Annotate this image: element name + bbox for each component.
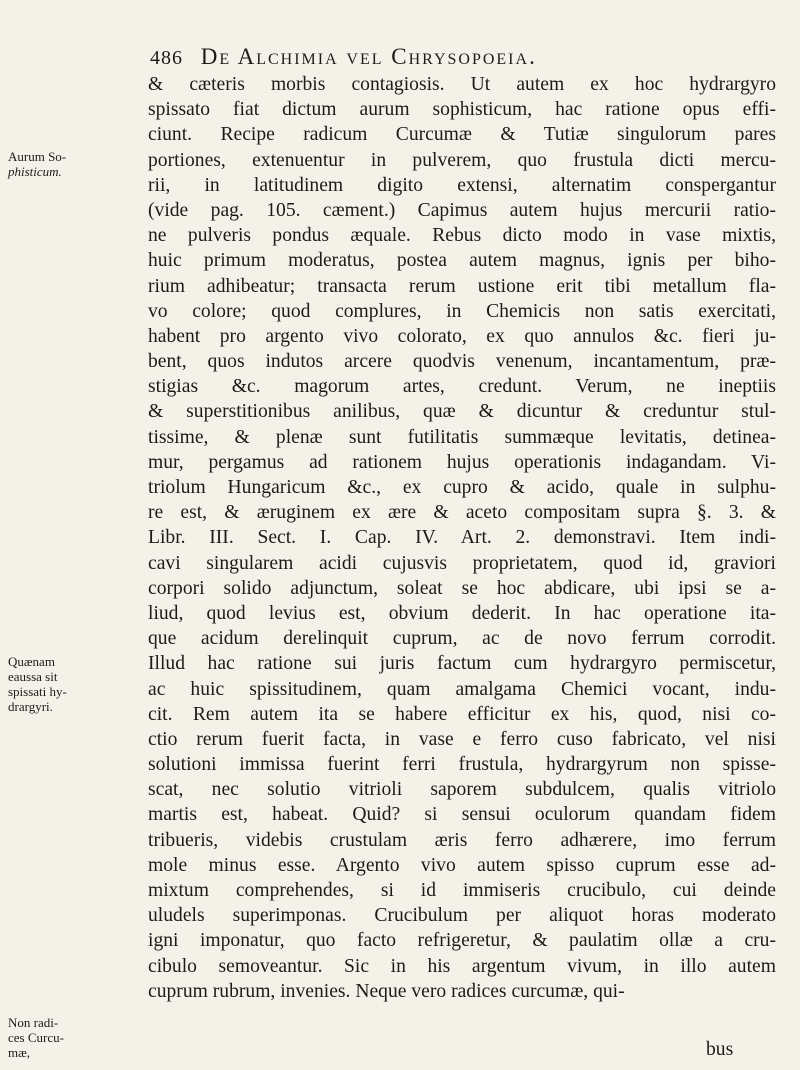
text-line: solutioni immissa fuerint ferri frustula, hydrargyrum non spisse- bbox=[148, 754, 776, 776]
text-line: igni imponatur, quo facto refrigeretur, & paulatim ollæ a cru- bbox=[148, 930, 776, 952]
text-line: ne pulveris pondus æquale. Rebus dicto modo in vase mixtis, bbox=[148, 225, 776, 247]
text-line: liud, quod levius est, obvium dederit. In hac operatione ita- bbox=[148, 602, 776, 624]
text-line: & cæteris morbis contagiosis. Ut autem ex hoc hydrargyro bbox=[148, 74, 776, 95]
text-line: ac huic spissitudinem, quam amalgama Chemici vocant, indu- bbox=[148, 678, 776, 700]
margin-note-line: Aurum So- bbox=[8, 149, 67, 164]
margin-note-line: spissati hy- bbox=[8, 684, 67, 699]
margin-note-line: Non radi- bbox=[8, 1015, 59, 1030]
text-line: scat, nec solutio vitrioli saporem subdulcem, qualis vitriolo bbox=[148, 779, 776, 801]
margin-note-line: eaussa sit bbox=[8, 669, 58, 684]
text-line: habent pro argento vivo colorato, ex quo annulos &c. fieri ju- bbox=[148, 325, 776, 347]
margin-note-line: mæ, bbox=[8, 1045, 31, 1060]
text-line: corpori solido adjunctum, soleat se hoc abdicare, ubi ipsi se a- bbox=[148, 577, 776, 599]
margin-note-line: Quænam bbox=[8, 654, 55, 669]
margin-note-non-radices bbox=[8, 1015, 143, 1060]
text-line: Libr. III. Sect. I. Cap. IV. Art. 2. demonstravi. Item indi- bbox=[148, 527, 776, 549]
text-line: re est, & æruginem ex ære & aceto compositam supra §. 3. & bbox=[148, 502, 776, 524]
text-line: ctio rerum fuerit facta, in vase e ferro cuso fabricato, vel nisi bbox=[148, 728, 776, 750]
running-title: De Alchimia vel Chrysopoeia. bbox=[200, 44, 537, 69]
text-line: cit. Rem autem ita se habere efficitur ex his, quod, nisi co- bbox=[148, 703, 776, 725]
text-line: que acidum derelinquit cuprum, ac de novo ferrum corrodit. bbox=[148, 628, 776, 650]
text-line: Illud hac ratione sui juris factum cum hydrargyro permiscetur, bbox=[148, 653, 776, 675]
text-line: tissime, & plenæ sunt futilitatis summæque levitatis, detinea- bbox=[148, 426, 776, 448]
running-head bbox=[150, 44, 750, 70]
text-line: stigias &c. magorum artes, credunt. Verum, ne ineptiis bbox=[148, 376, 776, 398]
text-line: ciunt. Recipe radicum Curcumæ & Tutiæ singulorum pares bbox=[148, 124, 776, 146]
text-line: vo colore; quod complures, in Chemicis non satis exercitati, bbox=[148, 300, 776, 322]
text-line: mur, pergamus ad rationem hujus operationis indagandam. Vi- bbox=[148, 451, 776, 473]
margin-note-line: phisticum. bbox=[8, 164, 62, 179]
text-line: tribueris, videbis crustulam æris ferro adhærere, imo ferrum bbox=[148, 829, 776, 851]
text-line: huic primum moderatus, postea autem magnus, ignis per biho- bbox=[148, 250, 776, 272]
text-line: rium adhibeatur; transacta rerum ustione erit tibi metallum fla- bbox=[148, 275, 776, 297]
margin-note-aurum-sophisticum bbox=[8, 149, 143, 179]
text-line: uludels superimponas. Crucibulum per aliquot horas moderato bbox=[148, 905, 776, 927]
catchword: bus bbox=[706, 1039, 734, 1060]
body-text bbox=[148, 72, 776, 1004]
text-line: bent, quos indutos arcere quodvis venenum, incantamentum, præ- bbox=[148, 351, 776, 373]
text-line: spissato fiat dictum aurum sophisticum, hac ratione opus effi- bbox=[148, 99, 776, 121]
margin-note-line: drargyri. bbox=[8, 699, 53, 714]
page-number: 486 bbox=[150, 47, 183, 69]
text-line: mole minus esse. Argento vivo autem spisso cuprum esse ad- bbox=[148, 854, 776, 876]
text-line: cuprum rubrum, invenies. Neque vero radices curcumæ, qui- bbox=[148, 980, 625, 1002]
text-line: triolum Hungaricum &c., ex cupro & acido, quale in sulphu- bbox=[148, 477, 776, 498]
text-line: (vide pag. 105. cæment.) Capimus autem hujus mercurii ratio- bbox=[148, 199, 776, 221]
margin-note-quaenam-caussa bbox=[8, 654, 143, 714]
text-line: cibulo semoveantur. Sic in his argentum vivum, in illo autem bbox=[148, 955, 776, 977]
text-line: martis est, habeat. Quid? si sensui oculorum quandam fidem bbox=[148, 804, 776, 826]
text-line: mixtum comprehendes, si id immiseris crucibulo, cui deinde bbox=[148, 880, 776, 901]
text-line: & superstitionibus anilibus, quæ & dicuntur & creduntur stul- bbox=[148, 401, 776, 423]
text-line: cavi singularem acidi cujusvis proprietatem, quod id, graviori bbox=[148, 552, 776, 574]
text-line: rii, in latitudinem digito extensi, alternatim conspergantur bbox=[148, 174, 776, 196]
text-line: portiones, extenuentur in pulverem, quo frustula dicti mercu- bbox=[148, 149, 776, 171]
margin-note-line: ces Curcu- bbox=[8, 1030, 64, 1045]
